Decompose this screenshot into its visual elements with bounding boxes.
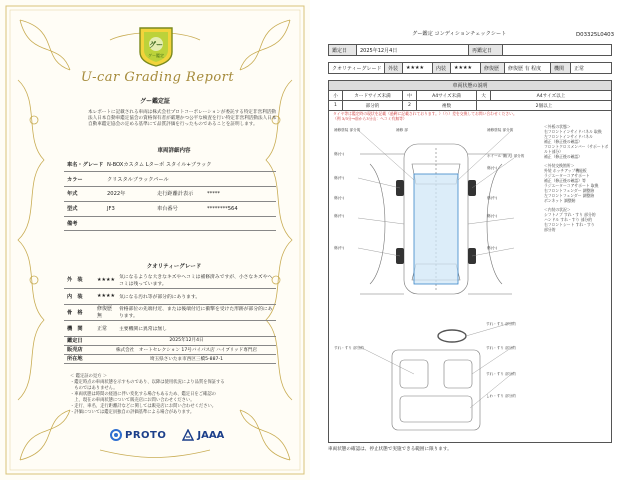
sheet-engine-value: 正常 (574, 65, 585, 72)
sheet-bottom-note: 車両状態の確認は、停止状態で実施できる範囲に限ります。 (328, 447, 452, 452)
table-row (64, 304, 276, 320)
address-label: 所在地 (64, 354, 94, 363)
proto-mark-icon (110, 429, 122, 441)
extent-2-text: 複数 (417, 101, 477, 110)
mileage-label: 走行距離計表示 (154, 187, 204, 202)
sheet-quality-label: クオリティーグレード (329, 63, 385, 73)
appraisal-date-row (328, 44, 612, 56)
diagram-damage-label: 傷(小) (487, 166, 497, 170)
condition-note: ＜内装の状況＞ (544, 207, 571, 212)
certificate-subtitle: グー鑑定証 (139, 98, 170, 105)
size-small-code: 小 (329, 91, 343, 100)
diagram-damage-label: すれ・すり 部分的 (334, 346, 364, 350)
certificate-paragraph: 本レポートに記載される車両は株式会社プロトコーポレーションが委託する特定非営利活動法人日本自動車鑑定協会の資格保有者が厳選かつ公平な検査を行い特定非営利活動法人日本自動車鑑定協会の定める基準にて品質評価を行ったものであることを証明します。 (88, 110, 277, 128)
condition-note: シフトノブ すれ・すり 部分的 (544, 212, 596, 217)
diagram-damage-label: 傷(中) (334, 246, 344, 250)
condition-notes-column (544, 124, 610, 232)
condition-note: ＜外板の状態＞ (544, 124, 571, 129)
table-row (64, 345, 276, 354)
engine-grade: 正常 (94, 320, 116, 336)
notes-title: ＜ 鑑定証の見方 ＞ (70, 374, 108, 379)
diagram-damage-label: 補修塗装 部分的 (487, 128, 514, 132)
exterior-text: 気になるような大きなキズやヘコミは補修済みですが、小さなキズやヘコミは残っています。 (116, 272, 276, 288)
size-large-code: 大 (477, 91, 491, 100)
sheet-date-label: 鑑定日 (329, 45, 357, 55)
dealer-label: 販売店 (64, 345, 94, 354)
condition-note: 左フロントフェンダー 調整跡 (544, 193, 595, 198)
reappraisal-value (503, 45, 611, 55)
interior-outline (392, 350, 480, 430)
note-line: ・走行、車名、走行距離計などに関しては販売店にお問い合わせください。 (70, 404, 217, 409)
proto-logo (110, 429, 166, 441)
sheet-interior-stars: ★★★★ (451, 63, 481, 73)
table-row (64, 272, 276, 288)
interior-stars: ★★★★ (94, 288, 116, 304)
goo-appraisal-badge-icon (136, 24, 176, 68)
condition-note: 外装 ホッチアップ機能板 (544, 168, 587, 173)
sheet-interior-label: 内装 (433, 63, 451, 73)
sheet-exterior-stars: ★★★★ (403, 63, 433, 73)
appraisal-date-label: 鑑定日 (64, 336, 94, 345)
condition-note: ラジエーターコアサポート 取換 (544, 183, 599, 188)
exterior-stars: ★★★★ (94, 272, 116, 288)
document-number: D03325L0403 (576, 32, 615, 38)
diagram-damage-label: すれ・すり 部分的 (486, 322, 516, 326)
table-row (64, 157, 276, 172)
color-label: カラー (64, 172, 104, 187)
dealer-details-table (64, 336, 276, 364)
sheet-repair-label: 修復歴 (481, 63, 505, 73)
jaaa-mark-icon (182, 429, 194, 441)
grading-certificate (0, 0, 310, 480)
condition-note: ＜外装交換箇所＞ (544, 163, 575, 168)
vehicle-details-table (64, 157, 276, 231)
condition-note: フロントクロスメンバー（サポートボルト部分） (544, 144, 609, 154)
jaaa-logo-text: JAAA (197, 429, 225, 441)
diagram-damage-label: すれ・すり 部分的 (486, 346, 516, 350)
extent-2-code: 2 (403, 101, 417, 110)
note-line: ・評価については鑑定員独自の評価基準による場合があります。 (70, 410, 195, 415)
year-value: 2022年 (104, 187, 154, 202)
table-row (64, 216, 276, 231)
diagram-damage-label: すれ・すり 部分的 (486, 372, 516, 376)
address-value: 埼玉県さいたま市西区三橋5-887-1 (94, 354, 276, 363)
diagram-damage-label: ホイール 傷(大) 部分的 (487, 154, 525, 158)
extent-1-text: 部分的 (343, 101, 403, 110)
panel-title: 車両状態の説明 (329, 81, 611, 91)
table-row (64, 172, 276, 187)
condition-note: 右フロントフェンダー 調整跡 (544, 188, 595, 193)
size-large-text: A4サイズ以上 (536, 93, 566, 99)
diagram-damage-label: 傷(小) (334, 196, 344, 200)
engine-label: 機 関 (64, 320, 94, 336)
note-line: ものではありません。 (70, 386, 118, 391)
sheet-exterior-label: 外装 (385, 63, 403, 73)
size-medium-code: 中 (403, 91, 417, 100)
chassis-value: ********564 (204, 201, 276, 216)
size-small-text: カードサイズ未満 (343, 91, 403, 100)
svg-text:グー鑑定: グー鑑定 (148, 53, 164, 58)
extent-3-text: 2個以上 (535, 103, 553, 109)
diagram-damage-label: 傷(小) (487, 214, 497, 218)
condition-note: ラジエーターコアサポート (544, 173, 590, 178)
diagram-damage-label: 傷(小) (334, 152, 344, 156)
color-value: クリスタルブラックパール (104, 172, 276, 187)
condition-note: 左フロントインサイドパネル (544, 134, 593, 139)
repair-area-highlight (414, 174, 458, 284)
condition-note: 部分的 (544, 227, 556, 232)
remarks-label: 備考 (64, 216, 104, 231)
table-row (64, 336, 276, 345)
diagram-damage-label: 補修塗装 部分的 (334, 128, 361, 132)
remarks-value (104, 216, 276, 231)
dealer-value: 株式会社 オートセレクション 17号バイパス店 ハイブリッド専門店 (94, 345, 276, 354)
report-script-title: U-car Grading Report (80, 70, 235, 85)
exterior-label: 外 装 (64, 272, 94, 288)
proto-logo-text: PROTO (125, 429, 167, 441)
diagram-damage-label: 傷(中) (487, 196, 497, 200)
reappraisal-label: 再鑑定日 (469, 45, 503, 55)
condition-note: ハンドル すれ・すり 部分的 (544, 217, 592, 222)
vehicle-section-heading: 車両詳細内容 (157, 148, 191, 154)
steering-wheel-icon (438, 330, 466, 342)
mileage-value: ***** (204, 187, 276, 202)
model-label: 型式 (64, 201, 104, 216)
quality-section-heading: クオリティーグレード (146, 264, 202, 270)
jaaa-logo (182, 429, 224, 441)
tire-legend-note: タイヤ等は鑑定時の現状を記載（過剰に記載されております。）（り）差を交換してお問い合わせください。 (333, 111, 517, 116)
note-line: ・車両状態は時間の経過に伴い変化する場合もあるため、鑑定日をご確認の (70, 392, 216, 397)
interior-label: 内 装 (64, 288, 94, 304)
quality-grade-table (64, 272, 276, 337)
extent-1-code: 1 (329, 101, 343, 110)
condition-note: 補正（修正後の確認） (544, 154, 582, 159)
vehicle-condition-diagram (330, 124, 542, 436)
diagram-damage-label: しわ・すり 部分的 (486, 394, 516, 398)
year-label: 年式 (64, 187, 104, 202)
diagram-damage-label: 傷(中) (334, 214, 344, 218)
sheet-repair-value: 修復歴 有 程度 (505, 63, 551, 73)
table-row (64, 288, 276, 304)
certificate-notes (70, 374, 276, 416)
engine-text: 主要機関に異常は無し (116, 320, 276, 336)
size-medium-text: A4サイズ未満 (417, 91, 477, 100)
svg-text:グー: グー (149, 41, 163, 49)
tire-legend-example: （例 3/3分→前から3分山：ヘコミ有無等） (333, 116, 407, 121)
diagram-damage-label: 傷(小) (487, 246, 497, 250)
condition-note: ボンネット 調整跡 (544, 198, 576, 203)
frame-grade: 修復歴無 (94, 304, 116, 320)
model-value: JF3 (104, 201, 154, 216)
table-row (64, 320, 276, 336)
table-row (64, 201, 276, 216)
sheet-title: グー鑑定 コンディションチェックシート (412, 31, 507, 37)
vehicle-name-label: 車名・グレード (64, 157, 104, 172)
condition-note: 補正（修正後の確認）等 (544, 178, 586, 183)
vehicle-name-value: N-BOXカスタム Lターボ スタイル+ブラック (104, 157, 276, 172)
interior-text: 気になる汚れ等が部分的にあります。 (116, 288, 276, 304)
sheet-engine-label: 機関 (551, 63, 571, 73)
table-row (64, 187, 276, 202)
footer-logos (110, 424, 224, 446)
extent-legend-row (329, 101, 611, 111)
note-line: 上、現在の車両状態について販売店にお問い合わせください。 (70, 398, 195, 403)
condition-note: 補正（修正後の確認） (544, 139, 582, 144)
condition-note: 右フロントシート すれ・すり (544, 222, 595, 227)
chassis-label: 車台番号 (154, 201, 204, 216)
quality-grade-row (328, 62, 612, 74)
sheet-date-value: 2025年12月4日 (357, 45, 469, 55)
appraisal-date-value: 2025年12月4日 (94, 336, 276, 345)
diagram-damage-label: 補修 部 (396, 128, 408, 132)
size-legend-row (329, 91, 611, 101)
frame-text: 骨格部位の先端付近、または後端付近に衝撃を受けた形跡が部分的にあります。 (116, 304, 276, 320)
condition-note: 右フロントインサイドパネル 取換 (544, 129, 602, 134)
diagram-damage-label: 傷(中) (334, 176, 344, 180)
frame-label: 骨 格 (64, 304, 94, 320)
table-row (64, 354, 276, 363)
note-line: ・鑑定時点の車両状態を示すものであり、以降は使用状況により品質を保証する (70, 380, 225, 385)
